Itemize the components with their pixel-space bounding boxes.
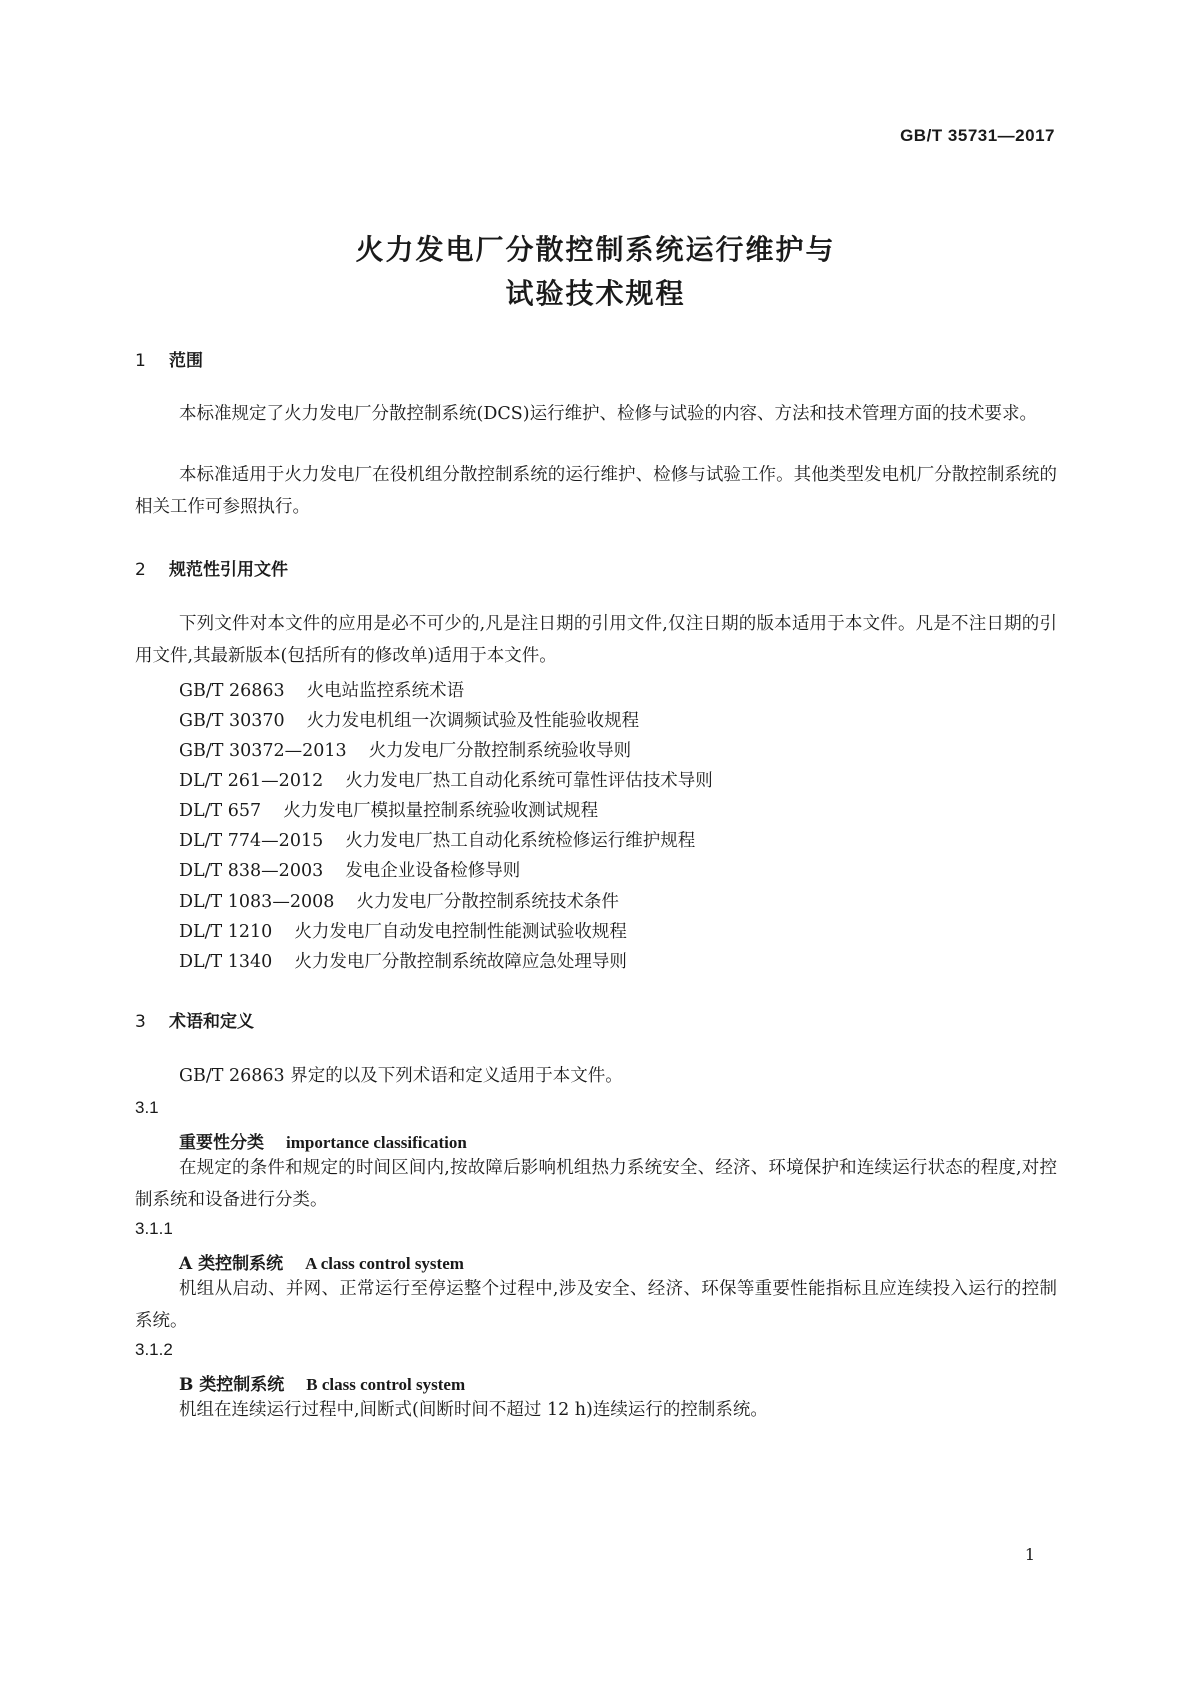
reference-title: 火力发电厂模拟量控制系统验收测试规程 xyxy=(283,801,599,821)
paragraph: 下列文件对本文件的应用是必不可少的,凡是注日期的引用文件,仅注日期的版本适用于本文件。凡是不注日期的引用文件,其最新版本(包括所有的修改单)适用于本文件。 xyxy=(135,614,1057,666)
section-title: 范围 xyxy=(169,351,203,371)
term-zh: B 类控制系统 xyxy=(179,1375,285,1395)
reference-title: 火力发电厂分散控制系统故障应急处理导则 xyxy=(294,952,627,972)
section-number: 1 xyxy=(135,351,146,371)
term-number: 3.1 xyxy=(135,1098,159,1117)
section-1-heading xyxy=(135,346,203,371)
reference-title: 火电站监控系统术语 xyxy=(306,681,465,701)
reference-item xyxy=(179,677,464,702)
reference-title: 火力发电厂分散控制系统技术条件 xyxy=(356,892,619,912)
reference-code: DL/T 1340 xyxy=(179,952,273,972)
reference-item xyxy=(179,767,713,792)
term-definition: 机组从启动、并网、正常运行至停运整个过程中,涉及安全、经济、环保等重要性能指标且应连续投入运行的控制系统。 xyxy=(135,1279,1057,1331)
reference-title: 火力发电厂热工自动化系统检修运行维护规程 xyxy=(345,831,696,851)
section-number: 3 xyxy=(135,1012,146,1032)
reference-title: 发电企业设备检修导则 xyxy=(345,861,521,881)
reference-item xyxy=(179,737,631,762)
paragraph: 本标准适用于火力发电厂在役机组分散控制系统的运行维护、检修与试验工作。其他类型发电机厂分散控制系统的相关工作可参照执行。 xyxy=(135,465,1057,517)
reference-code: DL/T 261—2012 xyxy=(179,771,324,791)
reference-item xyxy=(179,918,627,943)
section-2-heading xyxy=(135,555,288,580)
reference-code: GB/T 26863 xyxy=(179,681,285,701)
term-number: 3.1.2 xyxy=(135,1340,173,1359)
standard-code: GB/T 35731—2017 xyxy=(900,126,1055,145)
reference-item xyxy=(179,707,639,732)
paragraph: 本标准规定了火力发电厂分散控制系统(DCS)运行维护、检修与试验的内容、方法和技术管理方面的技术要求。 xyxy=(179,404,1038,424)
section-number: 2 xyxy=(135,560,146,580)
reference-code: DL/T 657 xyxy=(179,801,262,821)
term-en: B class control system xyxy=(306,1375,466,1394)
reference-item xyxy=(179,827,695,852)
reference-code: GB/T 30370 xyxy=(179,711,285,731)
term-en: A class control system xyxy=(305,1254,464,1273)
reference-code: DL/T 1083—2008 xyxy=(179,892,335,912)
section-title: 术语和定义 xyxy=(169,1012,254,1032)
reference-code: GB/T 30372—2013 xyxy=(179,741,347,761)
reference-item xyxy=(179,857,520,882)
reference-title: 火力发电厂自动发电控制性能测试验收规程 xyxy=(294,922,627,942)
reference-title: 火力发电机组一次调频试验及性能验收规程 xyxy=(306,711,640,731)
term-zh: A 类控制系统 xyxy=(179,1254,284,1274)
term-heading xyxy=(179,1249,464,1274)
section-title: 规范性引用文件 xyxy=(169,560,288,580)
term-heading xyxy=(179,1370,465,1395)
reference-title: 火力发电厂热工自动化系统可靠性评估技术导则 xyxy=(345,771,713,791)
page-number: 1 xyxy=(1024,1545,1035,1564)
reference-item xyxy=(179,888,619,913)
paragraph: GB/T 26863 界定的以及下列术语和定义适用于本文件。 xyxy=(179,1066,623,1086)
term-definition: 机组在连续运行过程中,间断式(间断时间不超过 12 h)连续运行的控制系统。 xyxy=(179,1400,768,1420)
term-number: 3.1.1 xyxy=(135,1219,173,1238)
term-definition: 在规定的条件和规定的时间区间内,按故障后影响机组热力系统安全、经济、环境保护和连续运行状态的程度,对控制系统和设备进行分类。 xyxy=(135,1158,1057,1210)
document-title-line-2: 试验技术规程 xyxy=(505,277,686,310)
reference-code: DL/T 774—2015 xyxy=(179,831,324,851)
reference-title: 火力发电厂分散控制系统验收导则 xyxy=(368,741,632,761)
reference-item xyxy=(179,948,627,973)
reference-code: DL/T 1210 xyxy=(179,922,273,942)
section-3-heading xyxy=(135,1007,254,1032)
reference-code: DL/T 838—2003 xyxy=(179,861,324,881)
document-title-line-1: 火力发电厂分散控制系统运行维护与 xyxy=(355,233,836,266)
term-zh: 重要性分类 xyxy=(179,1133,264,1153)
term-heading xyxy=(179,1128,467,1153)
term-en: importance classification xyxy=(286,1133,467,1152)
reference-item xyxy=(179,797,598,822)
